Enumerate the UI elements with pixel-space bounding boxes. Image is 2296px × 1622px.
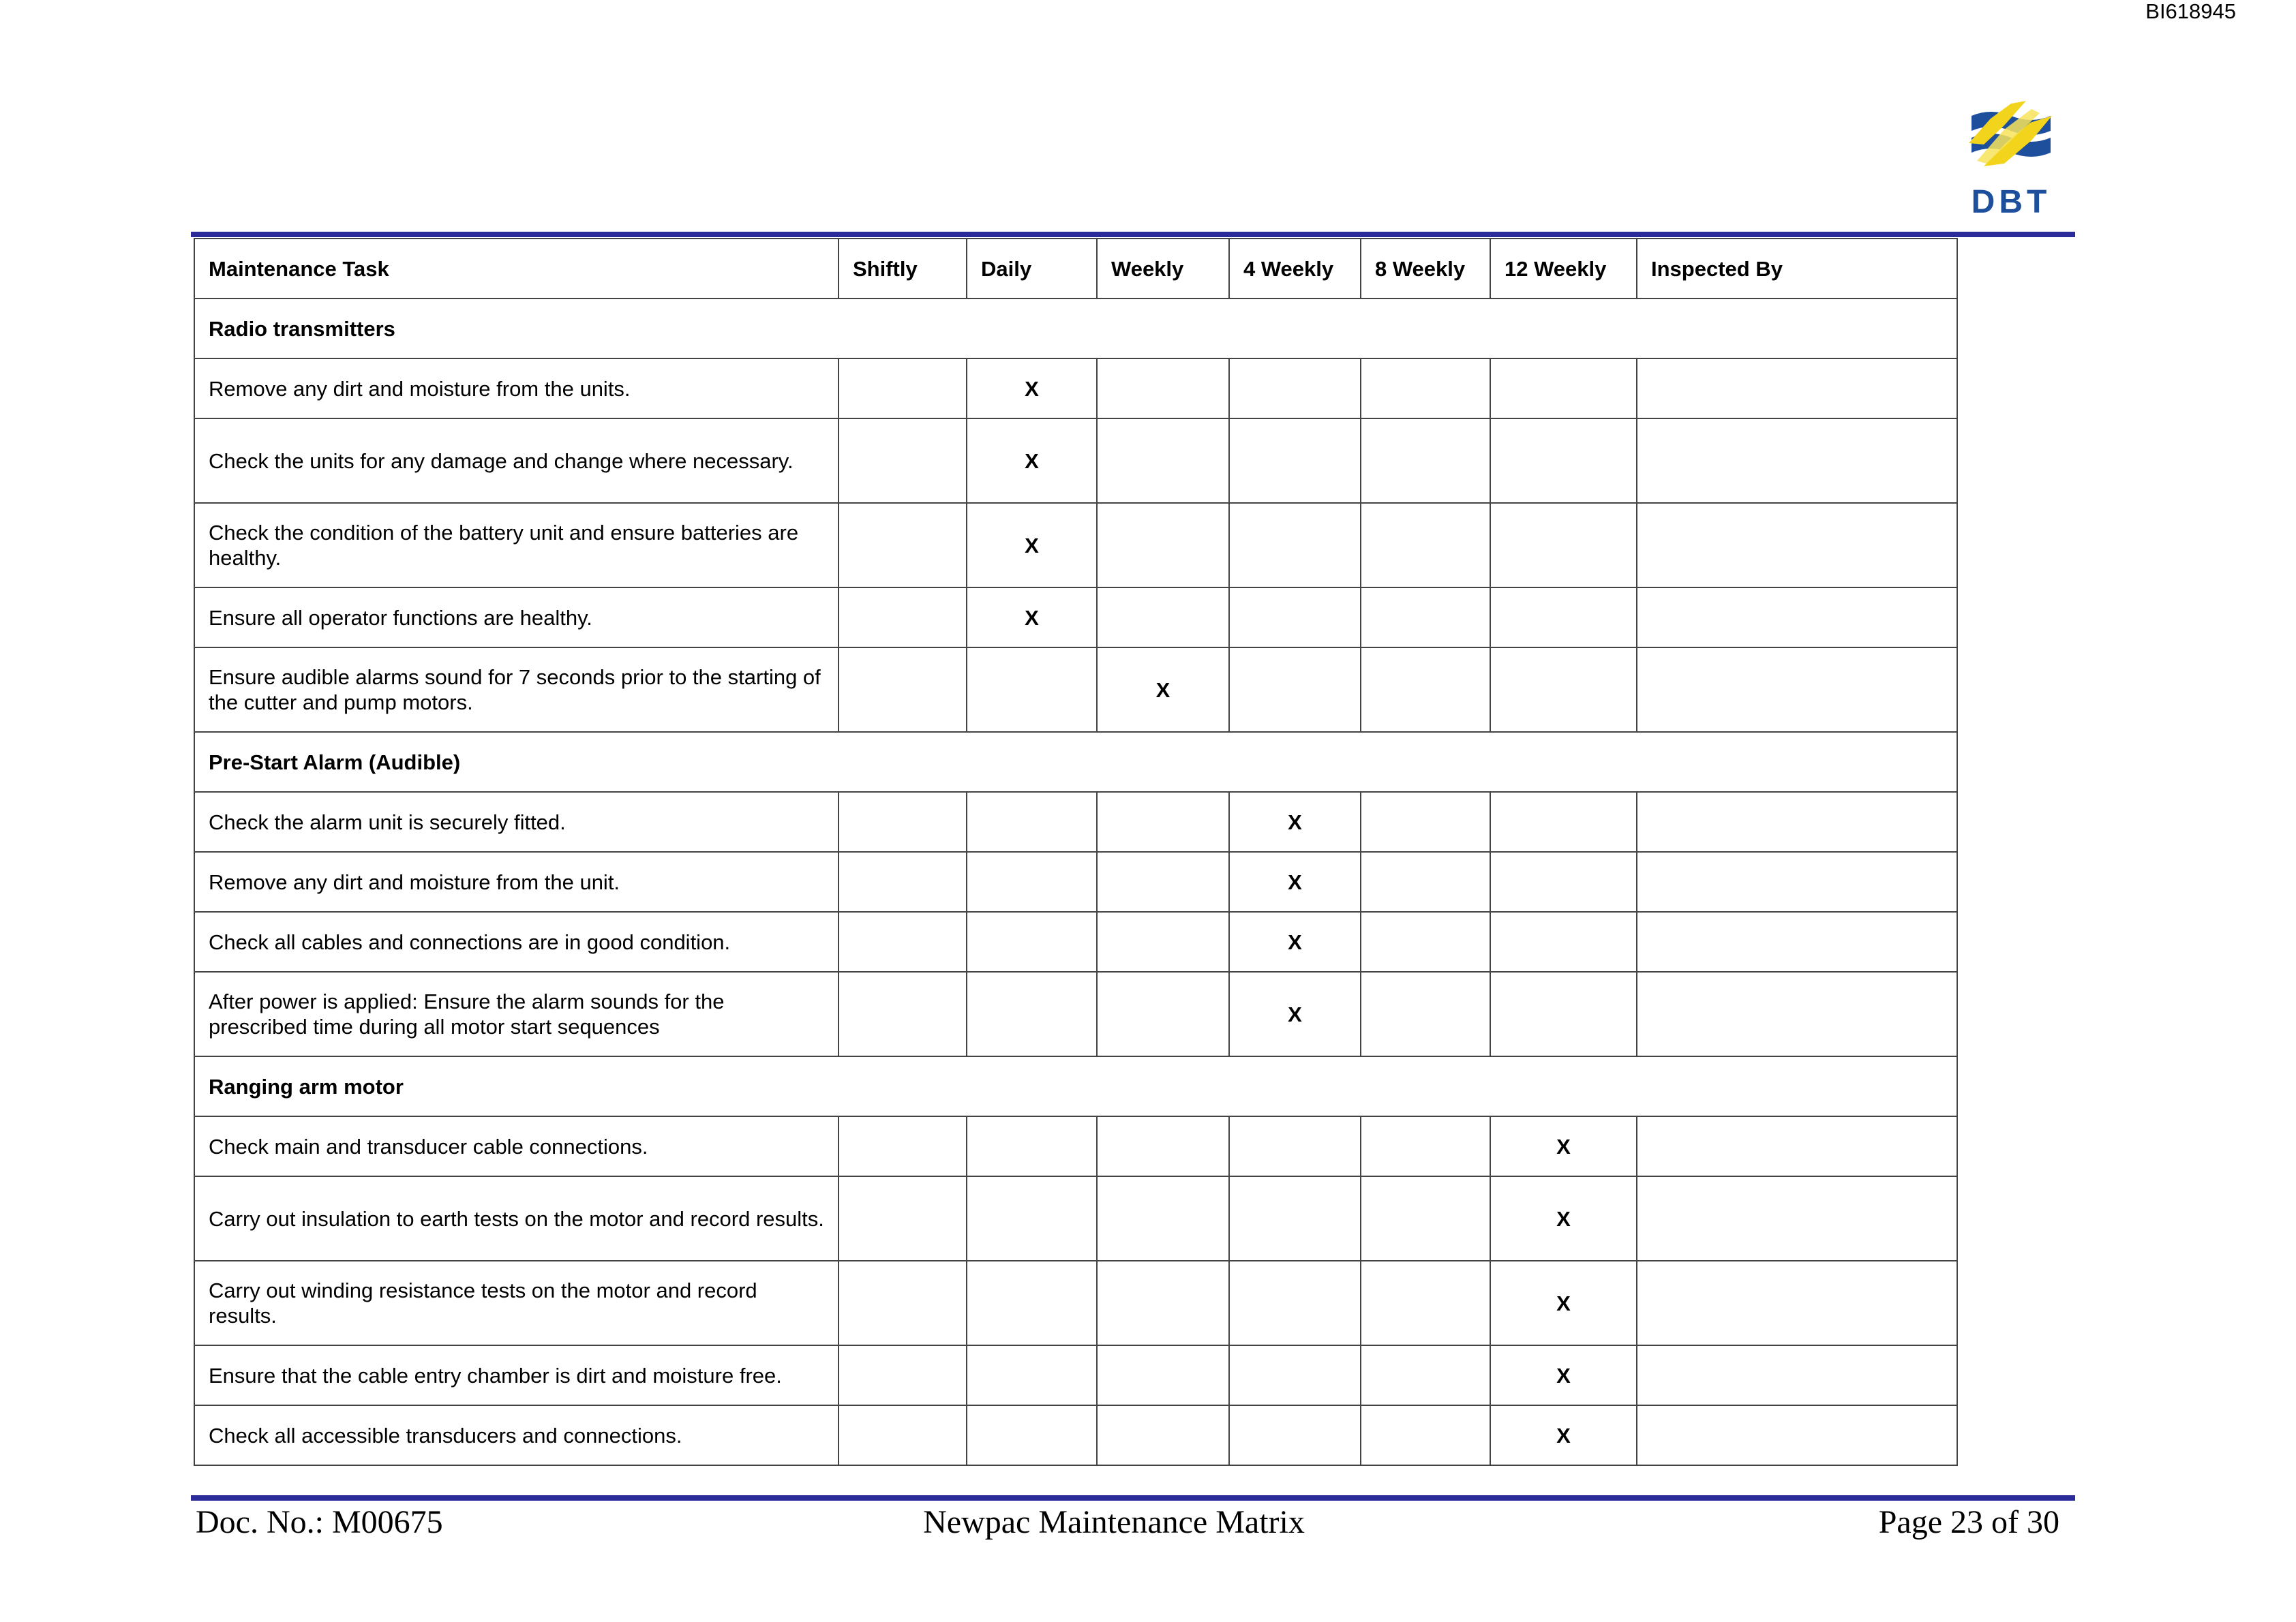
- empty-cell: [1229, 1116, 1361, 1176]
- dbt-logo: [1963, 95, 2059, 218]
- matrix-body: [194, 299, 1957, 1465]
- maintenance-matrix: [194, 238, 1958, 1466]
- empty-cell: [1361, 1345, 1490, 1405]
- empty-cell: [1229, 418, 1361, 503]
- inspected-by-cell: [1637, 1176, 1957, 1261]
- table-row: [194, 587, 1957, 647]
- frequency-mark: X: [1490, 1405, 1637, 1465]
- task-cell: Check all cables and connections are in good condition.: [194, 912, 839, 972]
- empty-cell: [1097, 912, 1229, 972]
- empty-cell: [967, 1116, 1097, 1176]
- empty-cell: [1097, 587, 1229, 647]
- task-cell: After power is applied: Ensure the alarm sounds for the prescribed time during all motor start sequences: [194, 972, 839, 1056]
- empty-cell: [839, 1345, 967, 1405]
- table-row: [194, 1176, 1957, 1261]
- empty-cell: [1229, 1345, 1361, 1405]
- empty-cell: [967, 1261, 1097, 1345]
- empty-cell: [1361, 418, 1490, 503]
- empty-cell: [1229, 1176, 1361, 1261]
- inspected-by-cell: [1637, 792, 1957, 852]
- empty-cell: [1361, 1261, 1490, 1345]
- inspected-by-cell: [1637, 418, 1957, 503]
- empty-cell: [1490, 587, 1637, 647]
- task-cell: Check the alarm unit is securely fitted.: [194, 792, 839, 852]
- empty-cell: [839, 972, 967, 1056]
- table-row: [194, 358, 1957, 418]
- empty-cell: [1097, 1176, 1229, 1261]
- empty-cell: [1229, 503, 1361, 587]
- empty-cell: [1097, 792, 1229, 852]
- inspected-by-cell: [1637, 358, 1957, 418]
- empty-cell: [1229, 1261, 1361, 1345]
- empty-cell: [967, 792, 1097, 852]
- empty-cell: [1361, 912, 1490, 972]
- empty-cell: [1229, 1405, 1361, 1465]
- task-cell: Check main and transducer cable connections.: [194, 1116, 839, 1176]
- empty-cell: [1361, 1116, 1490, 1176]
- empty-cell: [1229, 587, 1361, 647]
- empty-cell: [1490, 912, 1637, 972]
- table-row: [194, 503, 1957, 587]
- document-id: BI618945: [2145, 0, 2236, 23]
- frequency-mark: X: [1490, 1176, 1637, 1261]
- empty-cell: [839, 852, 967, 912]
- footer-title: Newpac Maintenance Matrix: [923, 1504, 1305, 1540]
- col-header-8-weekly: 8 Weekly: [1361, 239, 1490, 299]
- section-row: [194, 1056, 1957, 1116]
- table-row: [194, 418, 1957, 503]
- frequency-mark: X: [967, 358, 1097, 418]
- section-row: [194, 732, 1957, 792]
- task-cell: Check all accessible transducers and connections.: [194, 1405, 839, 1465]
- inspected-by-cell: [1637, 972, 1957, 1056]
- inspected-by-cell: [1637, 852, 1957, 912]
- table-row: [194, 852, 1957, 912]
- empty-cell: [967, 1176, 1097, 1261]
- table-row: [194, 1345, 1957, 1405]
- empty-cell: [967, 1345, 1097, 1405]
- empty-cell: [839, 358, 967, 418]
- empty-cell: [1361, 647, 1490, 732]
- table-row: [194, 972, 1957, 1056]
- empty-cell: [1490, 503, 1637, 587]
- inspected-by-cell: [1637, 912, 1957, 972]
- col-header-task: Maintenance Task: [194, 239, 839, 299]
- frequency-mark: X: [1229, 972, 1361, 1056]
- frequency-mark: X: [1229, 852, 1361, 912]
- empty-cell: [1361, 1405, 1490, 1465]
- empty-cell: [1490, 792, 1637, 852]
- task-cell: Ensure audible alarms sound for 7 seconds prior to the starting of the cutter and pump motors.: [194, 647, 839, 732]
- col-header-weekly: Weekly: [1097, 239, 1229, 299]
- empty-cell: [1361, 972, 1490, 1056]
- empty-cell: [1361, 503, 1490, 587]
- frequency-mark: X: [1229, 792, 1361, 852]
- frequency-mark: X: [967, 503, 1097, 587]
- empty-cell: [1490, 852, 1637, 912]
- empty-cell: [1490, 647, 1637, 732]
- empty-cell: [1097, 503, 1229, 587]
- empty-cell: [1361, 358, 1490, 418]
- empty-cell: [967, 852, 1097, 912]
- empty-cell: [967, 972, 1097, 1056]
- empty-cell: [839, 1405, 967, 1465]
- task-cell: Remove any dirt and moisture from the unit.: [194, 852, 839, 912]
- empty-cell: [839, 503, 967, 587]
- empty-cell: [967, 647, 1097, 732]
- empty-cell: [1097, 1261, 1229, 1345]
- empty-cell: [839, 647, 967, 732]
- empty-cell: [1361, 1176, 1490, 1261]
- empty-cell: [1097, 418, 1229, 503]
- col-header-inspected-by: Inspected By: [1637, 239, 1957, 299]
- col-header-daily: Daily: [967, 239, 1097, 299]
- empty-cell: [1229, 358, 1361, 418]
- section-title: Ranging arm motor: [194, 1056, 1957, 1116]
- task-cell: Carry out insulation to earth tests on the motor and record results.: [194, 1176, 839, 1261]
- section-title: Pre-Start Alarm (Audible): [194, 732, 1957, 792]
- task-cell: Check the condition of the battery unit and ensure batteries are healthy.: [194, 503, 839, 587]
- empty-cell: [839, 1176, 967, 1261]
- footer-doc-number: Doc. No.: M00675: [196, 1504, 443, 1540]
- task-cell: Ensure all operator functions are healthy.: [194, 587, 839, 647]
- table-row: [194, 792, 1957, 852]
- empty-cell: [1097, 1116, 1229, 1176]
- empty-cell: [967, 1405, 1097, 1465]
- header-rule: [191, 232, 2075, 237]
- task-cell: Check the units for any damage and change where necessary.: [194, 418, 839, 503]
- logo-text: DBT: [1971, 184, 2051, 218]
- inspected-by-cell: [1637, 503, 1957, 587]
- inspected-by-cell: [1637, 647, 1957, 732]
- footer-rule: [191, 1495, 2075, 1501]
- frequency-mark: X: [1229, 912, 1361, 972]
- task-cell: Remove any dirt and moisture from the units.: [194, 358, 839, 418]
- col-header-12-weekly: 12 Weekly: [1490, 239, 1637, 299]
- empty-cell: [1490, 358, 1637, 418]
- empty-cell: [1229, 647, 1361, 732]
- empty-cell: [1490, 972, 1637, 1056]
- empty-cell: [839, 418, 967, 503]
- frequency-mark: X: [967, 418, 1097, 503]
- logo-emblem: [1969, 101, 2052, 166]
- footer-page-number: Page 23 of 30: [1878, 1504, 2059, 1540]
- empty-cell: [839, 912, 967, 972]
- inspected-by-cell: [1637, 1116, 1957, 1176]
- task-cell: Ensure that the cable entry chamber is dirt and moisture free.: [194, 1345, 839, 1405]
- empty-cell: [1097, 1345, 1229, 1405]
- frequency-mark: X: [1490, 1116, 1637, 1176]
- frequency-mark: X: [1490, 1261, 1637, 1345]
- col-header-4-weekly: 4 Weekly: [1229, 239, 1361, 299]
- inspected-by-cell: [1637, 587, 1957, 647]
- empty-cell: [1097, 358, 1229, 418]
- col-header-shiftly: Shiftly: [839, 239, 967, 299]
- empty-cell: [967, 912, 1097, 972]
- frequency-mark: X: [967, 587, 1097, 647]
- empty-cell: [839, 792, 967, 852]
- inspected-by-cell: [1637, 1261, 1957, 1345]
- empty-cell: [1490, 418, 1637, 503]
- empty-cell: [1361, 852, 1490, 912]
- empty-cell: [839, 1261, 967, 1345]
- empty-cell: [1097, 1405, 1229, 1465]
- inspected-by-cell: [1637, 1405, 1957, 1465]
- task-cell: Carry out winding resistance tests on the motor and record results.: [194, 1261, 839, 1345]
- inspected-by-cell: [1637, 1345, 1957, 1405]
- table-row: [194, 912, 1957, 972]
- table-row: [194, 1116, 1957, 1176]
- section-title: Radio transmitters: [194, 299, 1957, 358]
- header-row: [194, 239, 1957, 299]
- empty-cell: [839, 587, 967, 647]
- empty-cell: [1361, 587, 1490, 647]
- empty-cell: [1361, 792, 1490, 852]
- table-row: [194, 1261, 1957, 1345]
- table-row: [194, 647, 1957, 732]
- table-row: [194, 1405, 1957, 1465]
- empty-cell: [1097, 972, 1229, 1056]
- section-row: [194, 299, 1957, 358]
- frequency-mark: X: [1097, 647, 1229, 732]
- frequency-mark: X: [1490, 1345, 1637, 1405]
- empty-cell: [1097, 852, 1229, 912]
- empty-cell: [839, 1116, 967, 1176]
